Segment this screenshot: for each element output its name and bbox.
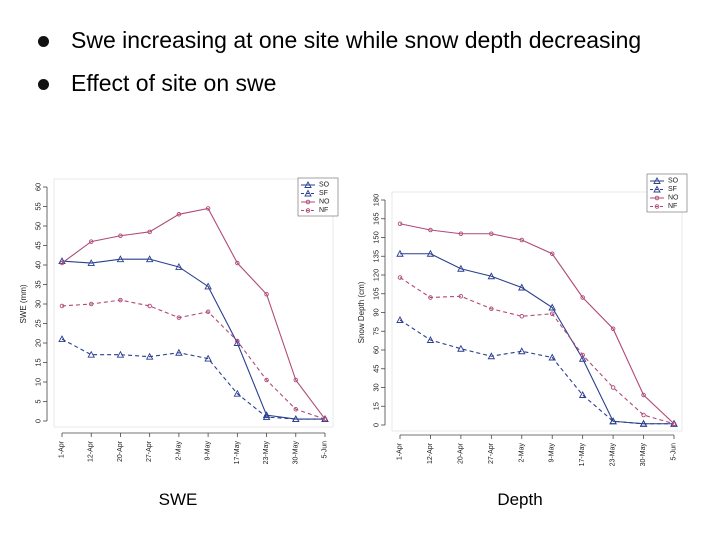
legend-label: NO <box>668 194 679 202</box>
series-no <box>60 207 327 421</box>
x-tick-label: 12-Apr <box>426 443 434 465</box>
x-tick-label: 9-May <box>204 441 212 461</box>
x-tick-label: 30-May <box>640 443 648 467</box>
y-tick-label: 50 <box>33 221 43 231</box>
y-tick-label: 120 <box>371 268 381 282</box>
x-tick-label: 23-May <box>263 441 271 465</box>
series-so <box>59 256 328 421</box>
legend-label: SO <box>319 181 330 189</box>
x-tick-label: 23-May <box>609 443 617 467</box>
bullet-dot-icon <box>38 36 49 47</box>
y-tick-label: 25 <box>33 319 43 328</box>
bullet-text: Effect of site on swe <box>71 70 277 96</box>
legend-label: NF <box>668 203 678 210</box>
data-point <box>519 348 525 354</box>
x-tick-label: 20-Apr <box>457 443 465 465</box>
legend <box>298 178 338 216</box>
data-point <box>642 413 646 417</box>
y-tick-label: 150 <box>371 231 381 244</box>
y-tick-label: 30 <box>371 383 381 392</box>
y-tick-label: 55 <box>33 202 43 211</box>
series-no <box>398 222 676 426</box>
plot-frame <box>54 179 333 427</box>
legend-label: SF <box>319 190 328 197</box>
swe-chart-caption: SWE <box>158 490 198 509</box>
bullet-list <box>38 26 678 98</box>
legend <box>647 174 687 212</box>
y-tick-label: 45 <box>371 364 381 373</box>
y-axis-label: SWE (mm) <box>19 284 28 324</box>
x-tick-label: 20-Apr <box>116 441 124 463</box>
x-tick-label: 12-Apr <box>87 441 95 463</box>
y-tick-label: 135 <box>371 249 381 263</box>
bullet-item <box>38 26 678 55</box>
swe-chart <box>12 170 342 470</box>
series-line <box>400 254 674 424</box>
x-tick-label: 9-May <box>548 443 556 463</box>
x-tick-label: 1-Apr <box>58 441 66 459</box>
bullet-text: Swe increasing at one site while snow depth decreasing <box>71 27 642 53</box>
series-sf <box>59 336 328 421</box>
series-nf <box>60 298 327 421</box>
series-so <box>397 251 677 427</box>
y-tick-label: 5 <box>33 399 43 404</box>
y-tick-label: 15 <box>371 402 381 411</box>
x-tick-label: 27-Apr <box>146 441 154 463</box>
y-tick-label: 40 <box>33 260 43 270</box>
y-tick-label: 0 <box>371 422 381 428</box>
x-tick-label: 17-May <box>233 441 241 465</box>
x-tick-label: 2-May <box>175 441 183 461</box>
legend-label: NF <box>319 207 329 214</box>
legend-label: NO <box>319 198 330 206</box>
x-tick-label: 17-May <box>579 443 587 467</box>
y-axis-label: Snow Depth (cm) <box>357 281 366 344</box>
x-tick-label: 5-Jun <box>321 441 329 459</box>
y-tick-label: 75 <box>371 327 381 336</box>
series-line <box>62 208 325 419</box>
plot-frame <box>392 192 682 431</box>
y-tick-label: 165 <box>371 212 381 226</box>
depth-chart <box>352 170 692 470</box>
y-tick-label: 10 <box>33 377 43 387</box>
depth-chart-caption: Depth <box>497 490 543 509</box>
series-line <box>400 278 674 424</box>
x-tick-label: 27-Apr <box>487 443 495 465</box>
y-tick-label: 20 <box>33 338 43 348</box>
y-tick-label: 30 <box>33 299 43 309</box>
data-point <box>397 317 403 323</box>
y-tick-label: 60 <box>371 345 381 355</box>
y-tick-label: 45 <box>33 241 43 250</box>
y-tick-label: 60 <box>33 182 43 192</box>
x-tick-label: 30-May <box>292 441 300 465</box>
series-line <box>400 224 674 424</box>
bullet-item <box>38 69 678 98</box>
series-line <box>62 300 325 419</box>
y-tick-label: 90 <box>371 308 381 317</box>
data-point <box>59 336 65 342</box>
series-sf <box>397 317 677 426</box>
y-tick-label: 105 <box>371 287 381 301</box>
y-tick-label: 15 <box>33 358 43 367</box>
series-line <box>62 259 325 419</box>
bullet-dot-icon <box>38 79 49 90</box>
y-tick-label: 0 <box>33 418 43 424</box>
y-tick-label: 180 <box>371 193 381 207</box>
series-nf <box>398 276 676 426</box>
legend-label: SO <box>668 177 679 185</box>
x-tick-label: 2-May <box>518 443 526 463</box>
data-point <box>611 386 615 390</box>
y-tick-label: 35 <box>33 280 43 289</box>
legend-label: SF <box>668 186 677 193</box>
x-tick-label: 5-Jun <box>670 443 678 461</box>
x-tick-label: 1-Apr <box>396 443 404 461</box>
